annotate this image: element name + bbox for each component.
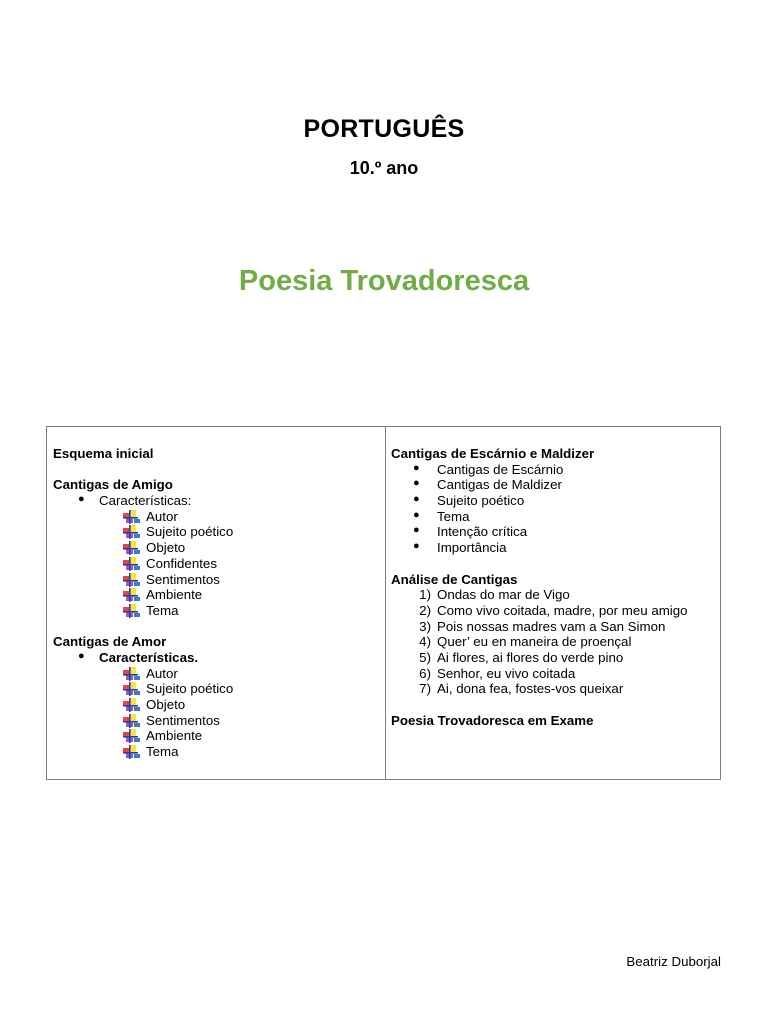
document-subtitle: 10.º ano	[349, 158, 419, 178]
list-item-label: Importância	[437, 540, 507, 556]
list-item-label: Sentimentos	[146, 712, 220, 728]
list-item-label: Tema	[437, 508, 470, 524]
list-item	[53, 713, 379, 729]
colored-square-bullet-icon	[123, 541, 141, 555]
colored-square-bullet-icon	[123, 604, 141, 618]
list-item	[53, 666, 379, 682]
numbered-item	[391, 603, 717, 619]
list-item	[391, 462, 717, 478]
list-item-label: Ambiente	[146, 728, 203, 744]
colored-square-bullet-icon	[123, 525, 141, 539]
item-number: 7)	[419, 681, 431, 697]
item-number: 5)	[419, 649, 431, 665]
main-heading: Poesia Trovadoresca	[238, 265, 530, 297]
amigo-items-list	[53, 509, 379, 619]
colored-square-bullet-icon	[123, 698, 141, 712]
list-item-label: Sujeito poético	[146, 681, 234, 697]
right-column	[391, 446, 717, 728]
black-dot-icon: ●	[413, 477, 420, 490]
characteristics-label-amigo: Características:	[99, 493, 192, 509]
numbered-item	[391, 634, 717, 650]
item-number: 6)	[419, 665, 431, 681]
list-item-label: Sujeito poético	[437, 493, 525, 509]
section-title-exame: Poesia Trovadoresca em Exame	[391, 712, 594, 728]
list-item	[53, 744, 379, 760]
list-item	[53, 587, 379, 603]
black-dot-icon: ●	[78, 649, 85, 662]
analise-items-list	[391, 587, 717, 697]
list-item-label: Confidentes	[146, 555, 217, 571]
amor-items-list	[53, 666, 379, 760]
list-item-label: Sentimentos	[146, 571, 220, 587]
item-number: 2)	[419, 602, 431, 618]
list-item	[53, 509, 379, 525]
numbered-item	[391, 587, 717, 603]
list-item	[53, 603, 379, 619]
colored-square-bullet-icon	[123, 557, 141, 571]
list-item	[53, 572, 379, 588]
list-item-label: Autor	[146, 508, 178, 524]
list-item	[391, 540, 717, 556]
colored-square-bullet-icon	[123, 729, 141, 743]
characteristics-label-amor: Características.	[99, 649, 199, 665]
list-item-label: Tema	[146, 744, 179, 760]
colored-square-bullet-icon	[123, 510, 141, 524]
list-item-label: Intenção crítica	[437, 524, 528, 540]
cantiga-title: Ai flores, ai flores do verde pino	[437, 649, 624, 665]
black-dot-icon: ●	[413, 540, 420, 553]
black-dot-icon: ●	[413, 493, 420, 506]
section-title-amigo: Cantigas de Amigo	[53, 477, 173, 493]
cantiga-title: Como vivo coitada, madre, por meu amigo	[437, 602, 688, 618]
section-title-esquema: Esquema inicial	[53, 446, 154, 461]
list-item	[53, 697, 379, 713]
list-item	[53, 524, 379, 540]
section-title-amor: Cantigas de Amor	[53, 634, 167, 650]
column-divider	[385, 427, 386, 779]
outline-table	[46, 426, 721, 780]
list-item-label: Objeto	[146, 697, 186, 712]
author-name: Beatriz Duborjal	[626, 954, 721, 969]
list-item-label: Autor	[146, 665, 178, 681]
numbered-item	[391, 650, 717, 666]
list-item-label: Ambiente	[146, 587, 203, 603]
black-dot-icon: ●	[413, 524, 420, 537]
cantiga-title: Ai, dona fea, fostes-vos queixar	[437, 681, 624, 697]
list-item-label: Tema	[146, 602, 179, 618]
cantiga-title: Pois nossas madres vam a San Simon	[437, 618, 666, 634]
item-number: 4)	[419, 634, 431, 650]
list-item	[53, 728, 379, 744]
colored-square-bullet-icon	[123, 667, 141, 681]
list-item	[53, 681, 379, 697]
list-item	[53, 540, 379, 556]
list-item	[53, 556, 379, 572]
left-column	[53, 446, 379, 760]
list-item	[391, 509, 717, 525]
section-title-escarnio: Cantigas de Escárnio e Maldizer	[391, 446, 595, 461]
colored-square-bullet-icon	[123, 682, 141, 696]
list-item	[391, 493, 717, 509]
item-number: 3)	[419, 618, 431, 634]
list-item	[391, 477, 717, 493]
colored-square-bullet-icon	[123, 573, 141, 587]
item-number: 1)	[419, 587, 431, 603]
black-dot-icon: ●	[413, 461, 420, 474]
list-item-label: Cantigas de Escárnio	[437, 461, 564, 477]
escarnio-items-list	[391, 462, 717, 556]
colored-square-bullet-icon	[123, 745, 141, 759]
cantiga-title: Quer’ eu en maneira de proençal	[437, 634, 632, 650]
section-title-analise: Análise de Cantigas	[391, 571, 518, 587]
list-item	[53, 650, 379, 666]
numbered-item	[391, 666, 717, 682]
cantiga-title: Ondas do mar de Vigo	[437, 587, 570, 603]
numbered-item	[391, 619, 717, 635]
list-item-label: Objeto	[146, 540, 186, 556]
list-item	[53, 493, 379, 509]
list-item	[391, 524, 717, 540]
numbered-item	[391, 681, 717, 697]
list-item-label: Sujeito poético	[146, 524, 234, 540]
black-dot-icon: ●	[413, 508, 420, 521]
list-item-label: Cantigas de Maldizer	[437, 477, 562, 493]
colored-square-bullet-icon	[123, 714, 141, 728]
cantiga-title: Senhor, eu vivo coitada	[437, 665, 576, 681]
document-title: PORTUGUÊS	[303, 115, 465, 143]
black-dot-icon: ●	[78, 493, 85, 506]
colored-square-bullet-icon	[123, 588, 141, 602]
